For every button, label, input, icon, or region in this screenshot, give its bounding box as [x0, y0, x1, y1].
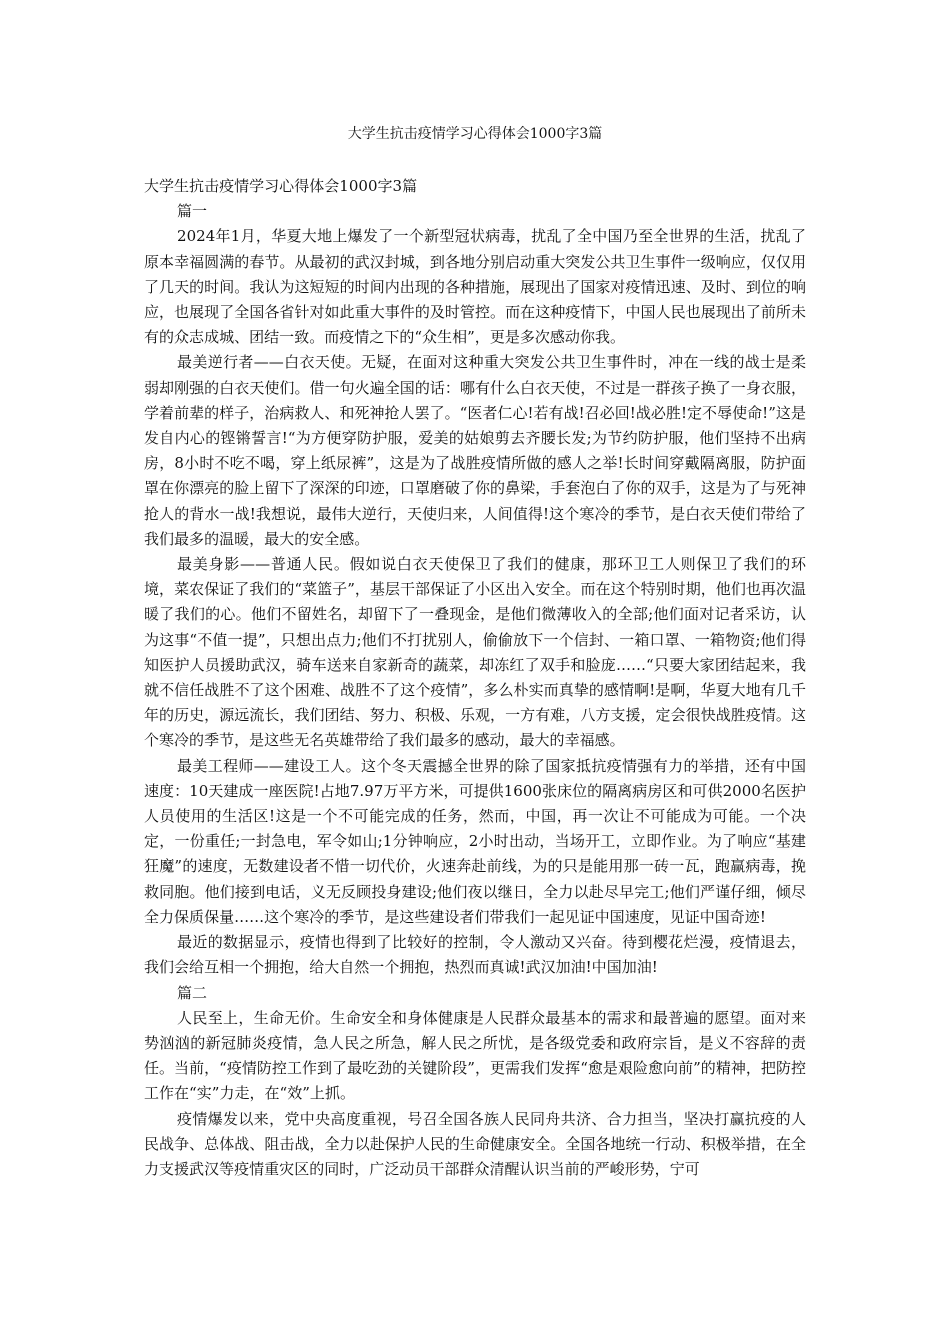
paragraph: 2024年1月，华夏大地上爆发了一个新型冠状病毒，扰乱了全中国乃至全世界的生活，扰乱了原本幸福圆满的春节。从最初的武汉封城，到各地分别启动重大突发公共卫生事件一级响应，仅仅用了几天的时间。我认为这短短的时间内出现的各种措施，展现出了国家对疫情迅速、及时、到位的响应，也展现了全国各省针对如此重大事件的及时管控。而在这种疫情下，中国人民也展现出了前所未有的众志成城、团结一致。而疫情之下的“众生相”，更是多次感动你我。: [144, 227, 806, 347]
paragraph: 最近的数据显示，疫情也得到了比较好的控制，令人激动又兴奋。待到樱花烂漫，疫情退去，我们会给互相一个拥抱，给大自然一个拥抱，热烈而真诚!武汉加油!中国加油!: [144, 933, 806, 977]
section-heading-1: 篇一: [177, 202, 208, 221]
paragraph: 最美逆行者——白衣天使。无疑，在面对这种重大突发公共卫生事件时，冲在一线的战士是柔弱却刚强的白衣天使们。借一句火遍全国的话：哪有什么白衣天使，不过是一群孩子换了一身衣服，学着前辈的样子，治病救人、和死神抢人罢了。“医者仁心!若有战!召必回!战必胜!定不辱使命!”这是发自内心的铿锵誓言!“为方便穿防护服，爱美的姑娘剪去齐腰长发;为节约防护服，他们坚持不出病房，8小时不吃不喝，穿上纸尿裤”，这是为了战胜疫情所做的感人之举!长时间穿戴隔离服，防护面罩在你漂亮的脸上留下了深深的印迹，口罩磨破了你的鼻梁，手套泡白了你的双手，这是为了与死神抢人的背水一战!我想说，最伟大逆行，天使归来，人间值得!这个寒冷的季节，是白衣天使们带给了我们最多的温暖，最大的安全感。: [144, 353, 806, 548]
paragraph: 最美工程师——建设工人。这个冬天震撼全世界的除了国家抵抗疫情强有力的举措，还有中国速度：10天建成一座医院!占地7.97万平方米，可提供1600张床位的隔离病房区和可供2000名医护人员使用的生活区!这是一个不可能完成的任务，然而，中国，再一次让不可能成为可能。一个决定，一份重任;一封急电，军令如山;1分钟响应，2小时出动，当场开工，立即作业。为了响应“基建狂魔”的速度，无数建设者不惜一切代价，火速奔赴前线，为的只是能用那一砖一瓦，跑赢病毒，挽救同胞。他们接到电话，义无反顾投身建设;他们夜以继日，全力以赴尽早完工;他们严谨仔细，倾尽全力保质保量……这个寒冷的季节，是这些建设者们带我们一起见证中国速度，见证中国奇迹!: [144, 756, 806, 926]
document-body: [144, 174, 806, 1182]
paragraph: 疫情爆发以来，党中央高度重视，号召全国各族人民同舟共济、合力担当，坚决打赢抗疫的人民战争、总体战、阻击战，全力以赴保护人民的生命健康安全。全国各地统一行动、积极举措，在全力支援武汉等疫情重灾区的同时，广泛动员干部群众清醒认识当前的严峻形势，宁可: [144, 1109, 806, 1178]
document-title: 大学生抗击疫情学习心得体会1000字3篇: [347, 126, 603, 142]
section-heading-2: 篇二: [177, 983, 208, 1002]
paragraph: 人民至上，生命无价。生命安全和身体健康是人民群众最基本的需求和最普遍的愿望。面对来势汹汹的新冠肺炎疫情，急人民之所急，解人民之所忧，是各级党委和政府宗旨，是义不容辞的责任。当前，“疫情防控工作到了最吃劲的关键阶段”，更需我们发挥“愈是艰险愈向前”的精神，把防控工作在“实”力走，在“效”上抓。: [144, 1008, 806, 1103]
document-subtitle: 大学生抗击疫情学习心得体会1000字3篇: [144, 177, 418, 195]
paragraph: 最美身影——普通人民。假如说白衣天使保卫了我们的健康，那环卫工人则保卫了我们的环境，菜农保证了我们的“菜篮子”，基层干部保证了小区出入安全。而在这个特别时期，他们也再次温暖了我们的心。他们不留姓名，却留下了一叠现金，是他们微薄收入的全部;他们面对记者采访，认为这事“不值一提”，只想出点力;他们不打扰别人，偷偷放下一个信封、一箱口罩、一箱物资;他们得知医护人员援助武汉，骑车送来自家新奇的蔬菜，却冻红了双手和脸庞……“只要大家团结起来，我就不信任战胜不了这个困难、战胜不了这个疫情”，多么朴实而真挚的感情啊!是啊，华夏大地有几千年的历史，源远流长，我们团结、努力、积极、乐观，一方有难，八方支援，定会很快战胜疫情。这个寒冷的季节，是这些无名英雄带给了我们最多的感动，最大的幸福感。: [144, 555, 806, 750]
